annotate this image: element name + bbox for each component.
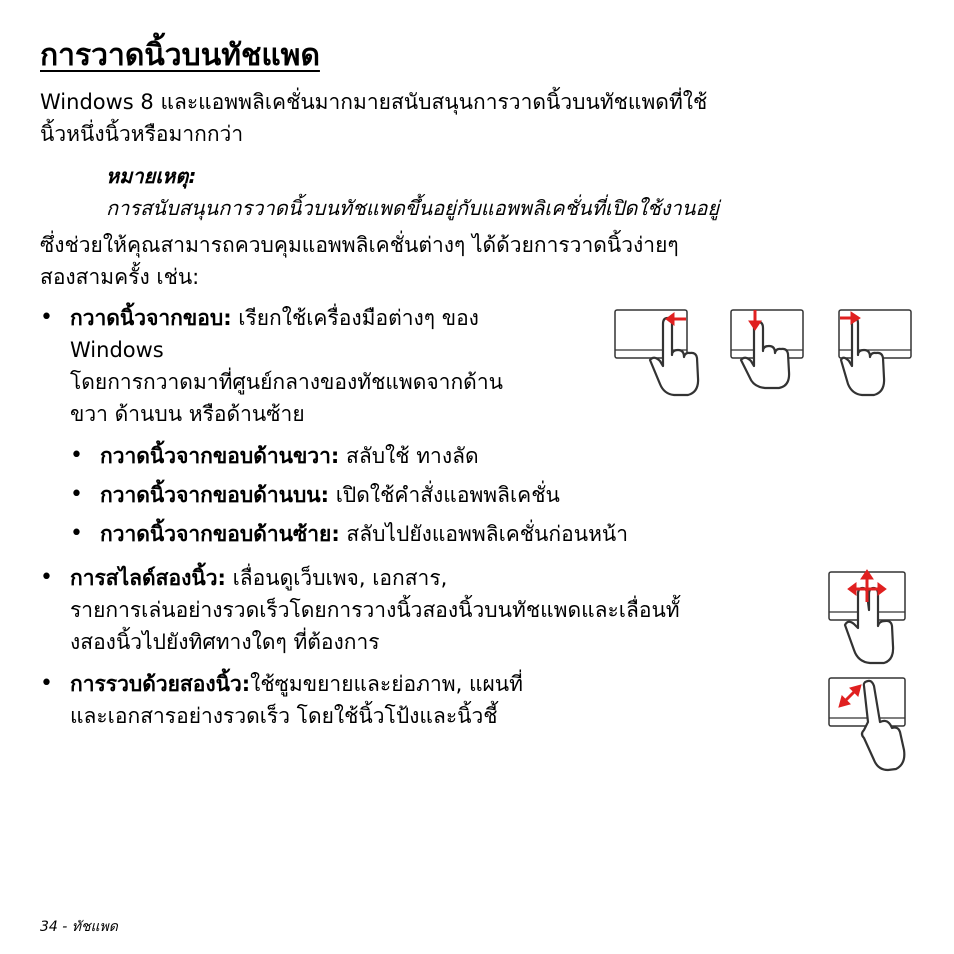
sub-left-label: กวาดนิ้วจากขอบด้านซ้าย: xyxy=(100,522,340,546)
swipe-line-2: Windows xyxy=(70,338,164,362)
paragraph-2 xyxy=(40,229,679,293)
note-label: หมายเหตุ: xyxy=(106,164,197,188)
bullet-sub-3: • xyxy=(70,521,83,546)
note-block xyxy=(106,160,719,224)
bullet-sub-1: • xyxy=(70,443,83,468)
sub-left-text: สลับไปยังแอพพลิเคชั่นก่อนหน้า xyxy=(339,522,629,546)
pinch-line-2: และเอกสารอย่างรวดเร็ว โดยใช้นิ้วโป้งและนิ้วชี้ xyxy=(70,704,498,728)
sub-right-text: สลับใช้ ทางลัด xyxy=(339,444,479,468)
slide-label: การสไลด์สองนิ้ว: xyxy=(70,566,226,590)
bullet-slide: • xyxy=(40,565,53,590)
page-title: การวาดนิ้วบนทัชแพด xyxy=(40,38,320,73)
intro-line-2: นิ้วหนึ่งนิ้วหรือมากกว่า xyxy=(40,122,244,146)
paragraph-2-line-2: สองสามครั้ง เช่น: xyxy=(40,265,200,289)
swipe-line-1: เรียกใช้เครื่องมือต่างๆ ของ xyxy=(231,306,479,330)
swipe-left-edge-illustration xyxy=(838,308,918,400)
note-text: การสนับสนุนการวาดนิ้วบนทัชแพดขึ้นอยู่กับแอพพลิเคชั่นที่เปิดใช้งานอยู่ xyxy=(106,196,720,220)
sub-right-label: กวาดนิ้วจากขอบด้านขวา: xyxy=(100,444,340,468)
slide-line-3: งสองนิ้วไปยังทิศทางใดๆ ที่ต้องการ xyxy=(70,630,380,654)
slide-line-1: เลื่อนดูเว็บเพจ, เอกสาร, xyxy=(225,566,448,590)
sub-item-right xyxy=(100,440,479,472)
swipe-right-edge-illustration xyxy=(614,308,704,400)
sub-item-left xyxy=(100,518,628,550)
sub-top-text: เปิดใช้คำสั่งแอพพลิเคชั่น xyxy=(329,483,560,507)
sub-top-label: กวาดนิ้วจากขอบด้านบน: xyxy=(100,483,330,507)
swipe-top-edge-illustration xyxy=(730,308,810,392)
pinch-label: การรวบด้วยสองนิ้ว: xyxy=(70,672,251,696)
bullet-swipe: • xyxy=(40,305,53,330)
intro-paragraph xyxy=(40,86,707,150)
swipe-section xyxy=(70,302,503,430)
pinch-section xyxy=(70,668,523,732)
swipe-line-3: โดยการกวาดมาที่ศูนย์กลางของทัชแพดจากด้าน xyxy=(70,370,503,394)
pinch-zoom-illustration xyxy=(828,676,914,776)
slide-section xyxy=(70,562,680,658)
two-finger-slide-illustration xyxy=(828,570,914,670)
slide-line-2: รายการเล่นอย่างรวดเร็วโดยการวางนิ้วสองนิ้วบนทัชแพดและเลื่อนทั้ xyxy=(70,598,680,622)
bullet-pinch: • xyxy=(40,671,53,696)
intro-line-1: Windows 8 และแอพพลิเคชั่นมากมายสนับสนุนการวาดนิ้วบนทัชแพดที่ใช้ xyxy=(40,90,708,114)
sub-item-top xyxy=(100,479,560,511)
pinch-line-1: ใช้ซูมขยายและย่อภาพ, แผนที่ xyxy=(250,672,523,696)
paragraph-2-line-1: ซึ่งช่วยให้คุณสามารถควบคุมแอพพลิเคชั่นต่างๆ ได้ด้วยการวาดนิ้วง่ายๆ xyxy=(40,233,679,257)
swipe-line-4: ขวา ด้านบน หรือด้านซ้าย xyxy=(70,402,305,426)
bullet-sub-2: • xyxy=(70,482,83,507)
page-footer: 34 - ทัชแพด xyxy=(40,919,118,935)
swipe-label: กวาดนิ้วจากขอบ: xyxy=(70,306,232,330)
